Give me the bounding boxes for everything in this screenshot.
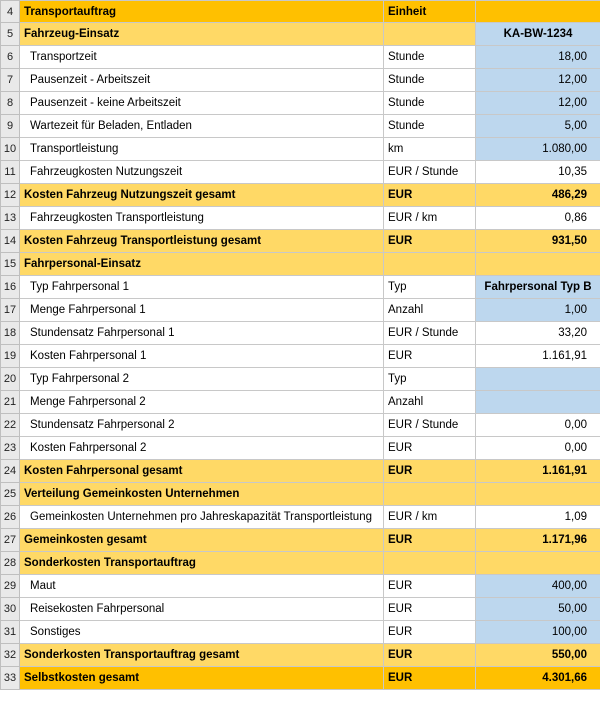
cell-unit[interactable]: EUR <box>384 575 476 598</box>
cell-value-grand-total[interactable]: 4.301,66 <box>476 667 600 690</box>
cell-unit[interactable]: EUR <box>384 230 476 253</box>
cell-value[interactable]: 100,00 <box>476 621 600 644</box>
table-row <box>1 368 600 391</box>
row-header[interactable]: 28 <box>1 552 20 575</box>
table-row <box>1 230 600 253</box>
row-header[interactable]: 17 <box>1 299 20 322</box>
cell-label[interactable]: Sonstiges <box>20 621 384 644</box>
row-header[interactable]: 13 <box>1 207 20 230</box>
table-row <box>1 299 600 322</box>
cell-value[interactable]: 0,00 <box>476 437 600 460</box>
cell-value[interactable]: 0,00 <box>476 414 600 437</box>
table-row <box>1 92 600 115</box>
row-header[interactable]: 25 <box>1 483 20 506</box>
cell-unit[interactable]: Einheit <box>384 1 476 23</box>
cell-label[interactable]: Fahrzeug-Einsatz <box>20 23 384 46</box>
cell-value[interactable]: 5,00 <box>476 115 600 138</box>
cell-value[interactable]: 1.161,91 <box>476 460 600 483</box>
cell-label[interactable]: Fahrpersonal-Einsatz <box>20 253 384 276</box>
row-header[interactable]: 18 <box>1 322 20 345</box>
row-header[interactable]: 10 <box>1 138 20 161</box>
cell-label[interactable]: Wartezeit für Beladen, Entladen <box>20 115 384 138</box>
cell-value[interactable] <box>476 391 600 414</box>
cell-value[interactable]: 486,29 <box>476 184 600 207</box>
cell-value[interactable]: 400,00 <box>476 575 600 598</box>
cell-value[interactable]: 550,00 <box>476 644 600 667</box>
cell-unit[interactable]: Typ <box>384 276 476 299</box>
row-header[interactable]: 26 <box>1 506 20 529</box>
cell-unit[interactable]: EUR / Stunde <box>384 161 476 184</box>
cell-unit[interactable]: Stunde <box>384 69 476 92</box>
cell-value[interactable]: 12,00 <box>476 92 600 115</box>
row-header[interactable]: 7 <box>1 69 20 92</box>
cell-unit[interactable] <box>384 552 476 575</box>
cell-value[interactable] <box>476 552 600 575</box>
cell-label[interactable]: Kosten Fahrpersonal 1 <box>20 345 384 368</box>
cell-label[interactable]: Typ Fahrpersonal 2 <box>20 368 384 391</box>
cell-value[interactable]: 1,00 <box>476 299 600 322</box>
cell-unit[interactable]: Typ <box>384 368 476 391</box>
cell-label[interactable]: Maut <box>20 575 384 598</box>
table-row <box>1 621 600 644</box>
row-header[interactable]: 14 <box>1 230 20 253</box>
table-row <box>1 253 600 276</box>
row-header[interactable]: 12 <box>1 184 20 207</box>
table-row <box>1 1 600 23</box>
table-row <box>1 138 600 161</box>
cell-unit[interactable]: Anzahl <box>384 299 476 322</box>
table-row <box>1 667 600 690</box>
cell-unit[interactable]: EUR / km <box>384 207 476 230</box>
cell-unit[interactable]: EUR <box>384 529 476 552</box>
table-row <box>1 161 600 184</box>
row-header[interactable]: 19 <box>1 345 20 368</box>
cell-label[interactable]: Transportauftrag <box>20 1 384 23</box>
cell-unit[interactable]: EUR <box>384 437 476 460</box>
row-header[interactable]: 31 <box>1 621 20 644</box>
table-row <box>1 598 600 621</box>
row-header[interactable]: 15 <box>1 253 20 276</box>
cell-unit[interactable] <box>384 23 476 46</box>
cell-label[interactable]: Kosten Fahrpersonal 2 <box>20 437 384 460</box>
cell-value[interactable]: 1.171,96 <box>476 529 600 552</box>
row-header[interactable]: 8 <box>1 92 20 115</box>
cell-unit[interactable]: Stunde <box>384 92 476 115</box>
cell-value[interactable]: 931,50 <box>476 230 600 253</box>
cell-unit[interactable]: EUR <box>384 184 476 207</box>
cell-unit[interactable]: EUR / km <box>384 506 476 529</box>
table-row <box>1 483 600 506</box>
row-header[interactable]: 24 <box>1 460 20 483</box>
cell-value[interactable] <box>476 368 600 391</box>
cell-unit[interactable]: km <box>384 138 476 161</box>
row-header[interactable]: 11 <box>1 161 20 184</box>
cell-value[interactable]: 1.161,91 <box>476 345 600 368</box>
table-row <box>1 345 600 368</box>
cell-value[interactable]: 18,00 <box>476 46 600 69</box>
row-header[interactable]: 23 <box>1 437 20 460</box>
cell-label[interactable]: Verteilung Gemeinkosten Unternehmen <box>20 483 384 506</box>
table-row <box>1 437 600 460</box>
cell-label[interactable]: Gemeinkosten Unternehmen pro Jahreskapazität Transportleistung <box>20 506 384 529</box>
cell-label[interactable]: Stundensatz Fahrpersonal 1 <box>20 322 384 345</box>
cell-label[interactable]: Sonderkosten Transportauftrag <box>20 552 384 575</box>
cell-label[interactable]: Fahrzeugkosten Transportleistung <box>20 207 384 230</box>
cell-label[interactable]: Kosten Fahrzeug Nutzungszeit gesamt <box>20 184 384 207</box>
cell-value[interactable] <box>476 1 600 23</box>
cell-label[interactable]: Menge Fahrpersonal 2 <box>20 391 384 414</box>
table-row <box>1 506 600 529</box>
cell-label[interactable]: Kosten Fahrpersonal gesamt <box>20 460 384 483</box>
cell-label[interactable]: Kosten Fahrzeug Transportleistung gesamt <box>20 230 384 253</box>
row-header[interactable]: 9 <box>1 115 20 138</box>
cell-value-vehicle-id[interactable]: KA-BW-1234 <box>476 23 600 46</box>
row-header[interactable]: 27 <box>1 529 20 552</box>
table-row <box>1 460 600 483</box>
table-row <box>1 184 600 207</box>
cell-value[interactable]: 0,86 <box>476 207 600 230</box>
row-header[interactable]: 4 <box>1 1 20 23</box>
cell-value[interactable]: 12,00 <box>476 69 600 92</box>
row-header[interactable]: 22 <box>1 414 20 437</box>
table-row <box>1 69 600 92</box>
cell-value-staff-type[interactable]: Fahrpersonal Typ B <box>476 276 600 299</box>
table-row <box>1 322 600 345</box>
cell-unit[interactable]: EUR <box>384 598 476 621</box>
cell-label[interactable]: Fahrzeugkosten Nutzungszeit <box>20 161 384 184</box>
table-row <box>1 414 600 437</box>
cell-label[interactable]: Selbstkosten gesamt <box>20 667 384 690</box>
cell-unit[interactable]: EUR <box>384 345 476 368</box>
cell-label[interactable]: Pausenzeit - Arbeitszeit <box>20 69 384 92</box>
row-header[interactable]: 6 <box>1 46 20 69</box>
table-row <box>1 46 600 69</box>
cell-label[interactable]: Typ Fahrpersonal 1 <box>20 276 384 299</box>
cell-label[interactable]: Reisekosten Fahrpersonal <box>20 598 384 621</box>
table-row <box>1 644 600 667</box>
row-header[interactable]: 21 <box>1 391 20 414</box>
table-row <box>1 23 600 46</box>
row-header[interactable]: 33 <box>1 667 20 690</box>
cell-unit[interactable]: EUR / Stunde <box>384 414 476 437</box>
table-row <box>1 115 600 138</box>
row-header[interactable]: 20 <box>1 368 20 391</box>
cell-unit[interactable]: Anzahl <box>384 391 476 414</box>
cell-value[interactable] <box>476 483 600 506</box>
cell-label[interactable]: Menge Fahrpersonal 1 <box>20 299 384 322</box>
cell-value[interactable]: 33,20 <box>476 322 600 345</box>
row-header[interactable]: 16 <box>1 276 20 299</box>
cell-value[interactable]: 50,00 <box>476 598 600 621</box>
cell-label[interactable]: Sonderkosten Transportauftrag gesamt <box>20 644 384 667</box>
cell-label[interactable]: Transportleistung <box>20 138 384 161</box>
table-row <box>1 575 600 598</box>
cell-label[interactable]: Gemeinkosten gesamt <box>20 529 384 552</box>
table-row <box>1 276 600 299</box>
cell-label[interactable]: Stundensatz Fahrpersonal 2 <box>20 414 384 437</box>
table-row <box>1 529 600 552</box>
cell-unit[interactable]: EUR <box>384 460 476 483</box>
cell-unit[interactable]: Stunde <box>384 46 476 69</box>
row-header[interactable]: 30 <box>1 598 20 621</box>
cell-unit[interactable]: EUR <box>384 621 476 644</box>
cell-value[interactable]: 10,35 <box>476 161 600 184</box>
cell-value[interactable]: 1.080,00 <box>476 138 600 161</box>
cell-unit[interactable]: EUR <box>384 644 476 667</box>
cell-unit[interactable]: Stunde <box>384 115 476 138</box>
row-header[interactable]: 29 <box>1 575 20 598</box>
cell-label[interactable]: Pausenzeit - keine Arbeitszeit <box>20 92 384 115</box>
cell-value[interactable]: 1,09 <box>476 506 600 529</box>
cell-unit[interactable] <box>384 253 476 276</box>
cell-value[interactable] <box>476 253 600 276</box>
table-row <box>1 207 600 230</box>
table-row <box>1 552 600 575</box>
cell-label[interactable]: Transportzeit <box>20 46 384 69</box>
cell-unit[interactable]: EUR / Stunde <box>384 322 476 345</box>
cell-unit[interactable]: EUR <box>384 667 476 690</box>
row-header[interactable]: 5 <box>1 23 20 46</box>
table-row <box>1 391 600 414</box>
row-header[interactable]: 32 <box>1 644 20 667</box>
cell-unit[interactable] <box>384 483 476 506</box>
